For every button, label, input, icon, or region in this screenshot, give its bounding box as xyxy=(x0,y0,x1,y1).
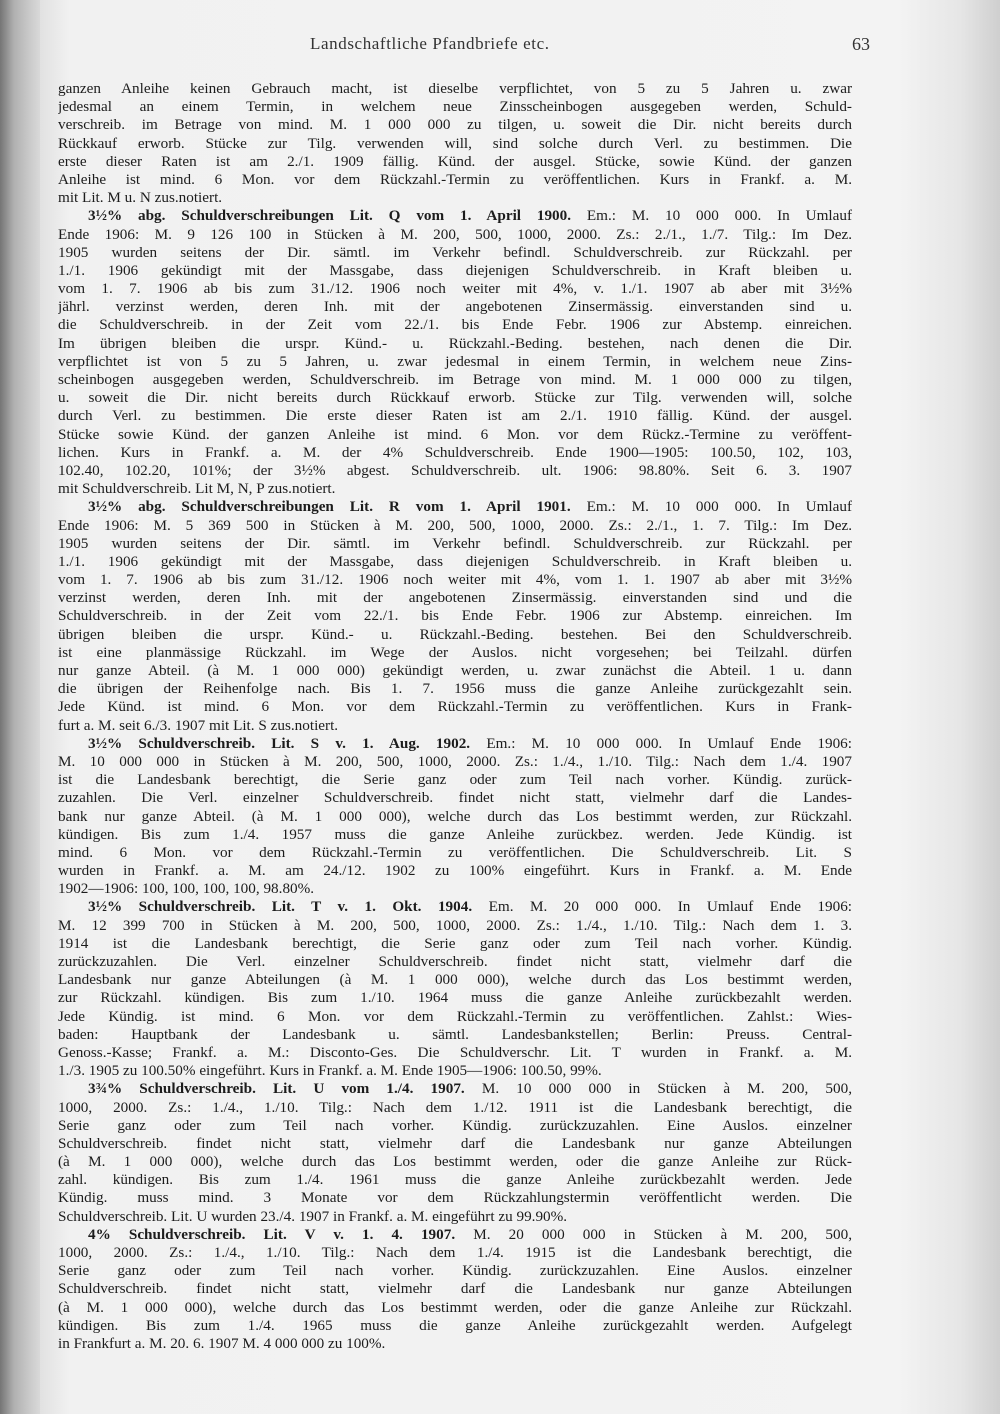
text-line xyxy=(58,1226,852,1244)
line-text: vom 1. 7. 1906 ab bis zum 31./12. 1906 noch weiter mit 4%, v. 1./1. 1907 ab aber mit 3½% xyxy=(58,280,852,298)
text-line xyxy=(58,917,852,935)
paragraph xyxy=(58,498,852,734)
paragraph xyxy=(58,735,852,899)
paragraph xyxy=(58,898,852,1080)
text-line xyxy=(58,735,852,753)
text-line xyxy=(58,1135,852,1153)
line-text: Em.: M. 10 000 000. In Umlauf xyxy=(586,207,852,225)
text-line xyxy=(58,389,852,407)
text-line xyxy=(58,1262,852,1280)
line-text: 1905 wurden seitens der Dir. sämtl. im Verkehr befindl. Schuldverschreib. zur Rückzahl. per xyxy=(58,534,852,552)
text-line xyxy=(58,1280,852,1298)
line-text: 1902—1906: 100, 100, 100, 100, 98.80%. xyxy=(58,880,315,898)
text-line xyxy=(58,280,852,298)
line-text: Schuldverschreib. findet nicht statt, vielmehr darf die Landesbank nur ganze Abteilungen xyxy=(58,1134,852,1152)
text-line xyxy=(58,444,852,462)
line-text: zahl. kündigen. Bis zum 1./4. 1961 muss die ganze Anleihe zurückbezahlt werden. Jede xyxy=(58,1171,852,1189)
line-text: in Frankfurt a. M. 20. 6. 1907 M. 4 000 000 zu 100%. xyxy=(58,1334,386,1352)
text-line xyxy=(58,971,852,989)
paragraph xyxy=(58,80,852,207)
text-line xyxy=(58,989,852,1007)
line-text: Im übrigen bleiben die urspr. Künd.- u. Rückzahl.-Beding. bestehen, nach denen die Dir. xyxy=(58,334,852,352)
text-line xyxy=(58,189,852,207)
text-line xyxy=(58,1008,852,1026)
line-text: 1000, 2000. Zs.: 1./4., 1./10. Tilg.: Nach dem 1./12. 1911 ist die Landesbank berechtigt, die xyxy=(58,1098,852,1116)
line-text: vom 1. 7. 1906 ab bis zum 31./12. 1906 noch weiter mit 4%, vom 1. 1. 1907 ab aber mit 3½% xyxy=(58,571,852,589)
line-text: verschreib. im Betrage von mind. M. 1 000 000 zu tilgen, u. soweit die Dir. nicht bereits durch xyxy=(58,116,852,134)
line-text: Em. M. 20 000 000. In Umlauf Ende 1906: xyxy=(488,898,852,916)
section-heading: 3½% abg. Schuldverschreibungen Lit. Q vom 1. April 1900. xyxy=(88,207,572,225)
line-text: Serie ganz oder zum Teil nach vorher. Kündig. zurückzuzahlen. Eine Auslos. einzelner xyxy=(58,1116,852,1134)
line-text: baden: Hauptbank der Landesbank u. sämtl. Landesbankstellen; Berlin: Preuss. Central- xyxy=(58,1025,852,1043)
page-number: 63 xyxy=(852,34,870,54)
line-text: 102.40, 102.20, 101%; der 3½% abgest. Schuldverschreib. ult. 1906: 98.80%. Seit 6. 3. 1907 xyxy=(58,461,852,479)
section-heading: 3½% abg. Schuldverschreibungen Lit. R vom 1. April 1901. xyxy=(88,498,571,516)
line-text: kündigen. Bis zum 1./4. 1957 muss die ganze Anleihe zurückbez. werden. Jede Kündig. ist xyxy=(58,825,852,843)
text-line xyxy=(58,808,852,826)
line-text: Schuldverschreib. Lit. U wurden 23./4. 1907 in Frankf. a. M. eingeführt zu 99.90%. xyxy=(58,1207,568,1225)
text-line xyxy=(58,1335,852,1353)
line-text: Jede Kündig. ist mind. 6 Mon. vor dem Rückzahl.-Termin zu veröffentlichen. Zahlst.: Wies- xyxy=(58,1007,852,1025)
text-line xyxy=(58,553,852,571)
line-text: die Schuldverschreib. in der Zeit vom 22./1. bis Ende Febr. 1906 zur Abstemp. einreichen. xyxy=(58,316,852,334)
line-text: kündigen. Bis zum 1./4. 1965 muss die ganze Anleihe zurückgezahlt werden. Aufgelegt xyxy=(58,1316,852,1334)
line-text: Em.: M. 10 000 000. In Umlauf Ende 1906: xyxy=(486,734,852,752)
line-text: zurückzuzahlen. Die Verl. einzelner Schuldverschreib. findet nicht statt, vielmehr darf die xyxy=(58,953,852,970)
text-line xyxy=(58,153,852,171)
line-text: 1914 ist die Landesbank berechtigt, die Serie ganz oder zum Teil nach vorher. Kündig. xyxy=(58,934,852,952)
text-line xyxy=(58,171,852,189)
line-text: scheinbogen ausgegeben werden, Schuldverschreib. im Betrage von mind. M. 1 000 000 zu tilgen, xyxy=(58,371,852,388)
line-text: Serie ganz oder zum Teil nach vorher. Kündig. zurückzuzahlen. Eine Auslos. einzelner xyxy=(58,1262,852,1280)
line-text: lichen. Kurs in Frankf. a. M. der 4% Schuldverschreib. Ende 1900—1905: 100.50, 102, 103, xyxy=(58,443,852,461)
text-line xyxy=(58,335,852,353)
line-text: wurden in Frankf. a. M. am 24./12. 1902 zu 100% eingeführt. Kurs in Frankf. a. M. Ende xyxy=(58,862,852,880)
line-text: Ende 1906: M. 9 126 100 in Stücken à M. 200, 500, 1000, 2000. Zs.: 2./1., 1./7. Tilg.: Im Dez. xyxy=(58,225,852,243)
line-text: 1000, 2000. Zs.: 1./4., 1./10. Tilg.: Nach dem 1./4. 1915 ist die Landesbank berechtigt, die xyxy=(58,1244,852,1261)
line-text: übrigen bleiben die urspr. Künd.- u. Rückzahl.-Beding. bestehen. Bei den Schuldverschreib. xyxy=(58,625,852,643)
line-text: 1905 wurden seitens der Dir. sämtl. im Verkehr befindl. Schuldverschreib. zur Rückzahl. per xyxy=(58,243,852,261)
text-line xyxy=(58,644,852,662)
text-line xyxy=(58,753,852,771)
text-line xyxy=(58,1117,852,1135)
text-line xyxy=(58,717,852,735)
line-text: M. 10 000 000 in Stücken à M. 200, 500, xyxy=(481,1080,852,1098)
text-line xyxy=(58,662,852,680)
line-text: Landesbank nur ganze Abteilungen (à M. 1 000 000), welche durch das Los bestimmt werden, xyxy=(58,971,852,989)
line-text: Jede Künd. ist mind. 6 Mon. vor dem Rückzahl.-Termin zu veröffentlichen. Kurs in Frank- xyxy=(58,698,852,716)
line-text: M. 20 000 000 in Stücken à M. 200, 500, xyxy=(473,1225,852,1243)
text-line xyxy=(58,98,852,116)
line-text: ist eine planmässige Rückzahl. im Wege der Auslos. nicht vorgesehen; bei Teilzahl. dürfen xyxy=(58,643,852,661)
text-line xyxy=(58,371,852,389)
text-line xyxy=(58,1153,852,1171)
text-line xyxy=(58,626,852,644)
text-line xyxy=(58,1189,852,1207)
text-line xyxy=(58,498,852,516)
text-line xyxy=(58,935,852,953)
line-text: ist die Landesbank berechtigt, die Serie ganz oder zum Teil nach vorher. Kündig. zurück- xyxy=(58,771,852,789)
text-line xyxy=(58,589,852,607)
line-text: 1./3. 1905 zu 100.50% eingeführt. Kurs in Frankf. a. M. Ende 1905—1906: 100.50, 99%. xyxy=(58,1062,602,1080)
line-text: 1./1. 1906 gekündigt mit der Massgabe, dass diejenigen Schuldverschreib. in Kraft bleiben u. xyxy=(58,261,852,279)
line-text: Anleihe ist mind. 6 Mon. vor dem Rückzahl.-Termin zu veröffentlichen. Kurs in Frankf. a. M. xyxy=(58,170,852,188)
text-line xyxy=(58,789,852,807)
text-line xyxy=(58,535,852,553)
text-line xyxy=(58,426,852,444)
text-line xyxy=(58,1099,852,1117)
line-text: M. 10 000 000 in Stücken à M. 200, 500, 1000, 2000. Zs.: 1./4., 1./10. Tilg.: Nach dem 1./4. 1907 xyxy=(58,752,852,770)
line-text: bank nur ganze Abteil. (à M. 1 000 000), welche durch das Los bestimmt werden, zur Rückzahl. xyxy=(58,807,852,825)
line-text: verpflichtet ist von 5 zu 5 Jahren, u. zwar jedesmal in einem Termin, in welchem neue Zins- xyxy=(58,352,852,370)
line-text: verzinst werden, deren Inh. mit der angebotenen Zinsermässig. einverstanden sind und die xyxy=(58,589,852,607)
text-line xyxy=(58,1171,852,1189)
text-line xyxy=(58,862,852,880)
line-text: ganzen Anleihe keinen Gebrauch macht, ist dieselbe verpflichtet, von 5 zu 5 Jahren u. zwar xyxy=(58,80,852,97)
line-text: Stücke sowie Künd. der ganzen Anleihe ist mind. 6 Mon. vor dem Rückz.-Termine zu veröffent- xyxy=(58,425,852,443)
text-line xyxy=(58,771,852,789)
line-text: 1./1. 1906 gekündigt mit der Massgabe, dass diejenigen Schuldverschreib. in Kraft bleiben u. xyxy=(58,552,852,570)
text-line xyxy=(58,1244,852,1262)
line-text: zur Rückzahl. kündigen. Bis zum 1./10. 1964 muss die ganze Anleihe zurückbezahlt werden. xyxy=(58,989,852,1007)
line-text: (à M. 1 000 000), welche durch das Los bestimmt werden, oder die ganze Anleihe zur Rückzahl. xyxy=(58,1298,852,1316)
line-text: jedesmal an einem Termin, in welchem neue Zinsscheinbogen ausgegeben werden, Schuld- xyxy=(58,98,852,116)
page-header xyxy=(60,34,870,58)
text-line xyxy=(58,407,852,425)
text-line xyxy=(58,480,852,498)
text-line xyxy=(58,298,852,316)
line-text: Genoss.-Kasse; Frankf. a. M.: Disconto-Ges. Die Schuldverschr. Lit. T wurden in Frankf. a. M. xyxy=(58,1043,852,1061)
text-line xyxy=(58,316,852,334)
line-text: Ende 1906: M. 5 369 500 in Stücken à M. 200, 500, 1000, 2000. Zs.: 2./1., 1. 7. Tilg.: Im Dez. xyxy=(58,516,852,534)
line-text: M. 12 399 700 in Stücken à M. 200, 500, 1000, 2000. Zs.: 1./4., 1./10. Tilg.: Nach dem 1. 3. xyxy=(58,916,852,934)
text-line xyxy=(58,1026,852,1044)
line-text: mit Lit. M u. N zus.notiert. xyxy=(58,189,223,207)
text-line xyxy=(58,1299,852,1317)
text-line xyxy=(58,1062,852,1080)
text-line xyxy=(58,698,852,716)
line-text: u. soweit die Dir. nicht bereits durch Rückkauf erworb. Stücke zur Tilg. verwenden will, solche xyxy=(58,389,852,407)
text-line xyxy=(58,517,852,535)
line-text: Rückkauf erworb. Stücke zur Tilg. verwenden will, sind solche durch Verl. zu bestimmen. Die xyxy=(58,134,852,152)
text-line xyxy=(58,353,852,371)
line-text: (à M. 1 000 000), welche durch das Los bestimmt werden, oder die ganze Anleihe zur Rück- xyxy=(58,1153,852,1171)
book-binding-shadow xyxy=(0,0,40,1414)
text-line xyxy=(58,953,852,971)
line-text: mit Schuldverschreib. Lit M, N, P zus.notiert. xyxy=(58,480,336,498)
text-line xyxy=(58,571,852,589)
text-line xyxy=(58,1317,852,1335)
line-text: durch Verl. zu bestimmen. Die erste dieser Raten ist am 2./1. 1910 fällig. Künd. der ausgel. xyxy=(58,407,852,425)
text-line xyxy=(58,244,852,262)
text-column xyxy=(58,80,852,1353)
line-text: Kündig. muss mind. 3 Monate vor dem Rückzahlungstermin veröffentlicht werden. Die xyxy=(58,1189,852,1207)
text-line xyxy=(58,262,852,280)
text-line xyxy=(58,1208,852,1226)
text-line xyxy=(58,207,852,225)
paragraph xyxy=(58,207,852,498)
text-line xyxy=(58,1080,852,1098)
line-text: Schuldverschreib. in der Zeit vom 22./1. bis Ende Febr. 1906 zur Abstemp. einreichen. Im xyxy=(58,607,852,625)
text-line xyxy=(58,607,852,625)
line-text: erste dieser Raten ist am 2./1. 1909 fällig. Künd. der ausgel. Stücke, sowie Künd. der ganzen xyxy=(58,152,852,170)
text-line xyxy=(58,80,852,98)
line-text: mind. 6 Mon. vor dem Rückzahl.-Termin zu veröffentlichen. Die Schuldverschreib. Lit. S xyxy=(58,843,852,861)
text-line xyxy=(58,898,852,916)
line-text: Em.: M. 10 000 000. In Umlauf xyxy=(586,498,852,516)
section-heading: 3½% Schuldverschreib. Lit. S v. 1. Aug. 1902. xyxy=(88,734,471,752)
text-line xyxy=(58,680,852,698)
text-line xyxy=(58,880,852,898)
text-line xyxy=(58,226,852,244)
line-text: zuzahlen. Die Verl. einzelner Schuldverschreib. findet nicht statt, vielmehr darf die Landes- xyxy=(58,789,852,807)
line-text: nur ganze Abteil. (à M. 1 000 000) gekündigt werden, u. zwar zunächst die Abteil. 1 u. dann xyxy=(58,662,852,679)
text-line xyxy=(58,135,852,153)
paragraph xyxy=(58,1226,852,1353)
text-line xyxy=(58,116,852,134)
text-line xyxy=(58,462,852,480)
line-text: Schuldverschreib. findet nicht statt, vielmehr darf die Landesbank nur ganze Abteilungen xyxy=(58,1280,852,1298)
line-text: die übrigen der Reihenfolge nach. Bis 1. 7. 1956 muss die ganze Anleihe zurückgezahlt sein. xyxy=(58,680,852,698)
section-heading: 3½% Schuldverschreib. Lit. T v. 1. Okt. 1904. xyxy=(88,898,473,916)
section-heading: 3¾% Schuldverschreib. Lit. U vom 1./4. 1907. xyxy=(88,1080,465,1098)
paragraph xyxy=(58,1080,852,1226)
running-head: Landschaftliche Pfandbriefe etc. xyxy=(310,34,550,53)
section-heading: 4% Schuldverschreib. Lit. V v. 1. 4. 1907. xyxy=(88,1225,456,1243)
text-line xyxy=(58,1044,852,1062)
line-text: furt a. M. seit 6./3. 1907 mit Lit. S zus.notiert. xyxy=(58,716,339,734)
line-text: jährl. verzinst werden, deren Inh. mit der angebotenen Zinsermässig. einverstanden sind u. xyxy=(58,298,852,316)
text-line xyxy=(58,844,852,862)
text-line xyxy=(58,826,852,844)
